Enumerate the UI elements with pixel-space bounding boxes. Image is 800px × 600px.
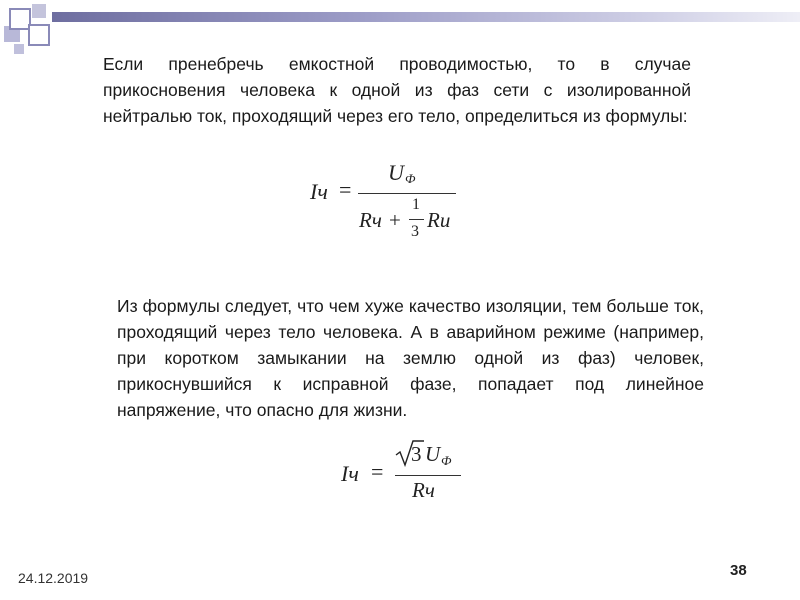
formula1-small-fraction-line (409, 219, 424, 220)
formula2-numerator-u: U (425, 442, 441, 466)
formula2-numerator-sub: Ф (441, 453, 452, 468)
formula2-fraction-line (395, 475, 461, 476)
formula1-numerator-sub: Ф (405, 171, 416, 186)
formula1-den-plus: + (389, 208, 401, 232)
formula1-fraction-line (358, 193, 456, 194)
decor-square (14, 44, 24, 54)
header-gradient-bar (52, 12, 800, 22)
formula2-root-arg: 3 (411, 442, 422, 466)
formula2-lhs: Iч (341, 461, 359, 486)
decor-square-outline (28, 24, 50, 46)
footer-date: 24.12.2019 (18, 570, 89, 586)
formula1-equals: = (339, 177, 352, 202)
paragraph-conclusion: Из формулы следует, что чем хуже качество изоляции, тем больше ток, проходящий через тело человека. А в аварийном режиме (например, при коротком замыкании на землю одной из фаз) человек, прикоснувшийся к исправной фазе, попадает под линейное напряжение, что опасно для жизни. (117, 296, 704, 420)
formula1-den-frac-num: 1 (412, 196, 420, 213)
paragraph-intro: Если пренебречь емкостной проводимостью, то в случае прикосновения человека к одной из фаз сети с изолированной нейтралью ток, проходящий через его тело, определиться из формулы: (103, 54, 691, 126)
formula2-denominator: Rч (412, 478, 435, 502)
formula1-den-left: Rч (359, 208, 382, 232)
formula1-numerator-u: U (388, 160, 404, 185)
page-number: 38 (730, 562, 747, 579)
formula2-equals: = (371, 459, 384, 484)
formula1-den-right: Rи (427, 208, 451, 232)
formula1-lhs: Iч (310, 179, 328, 204)
formula1-den-frac-den: 3 (411, 223, 419, 240)
decor-square (32, 4, 46, 18)
